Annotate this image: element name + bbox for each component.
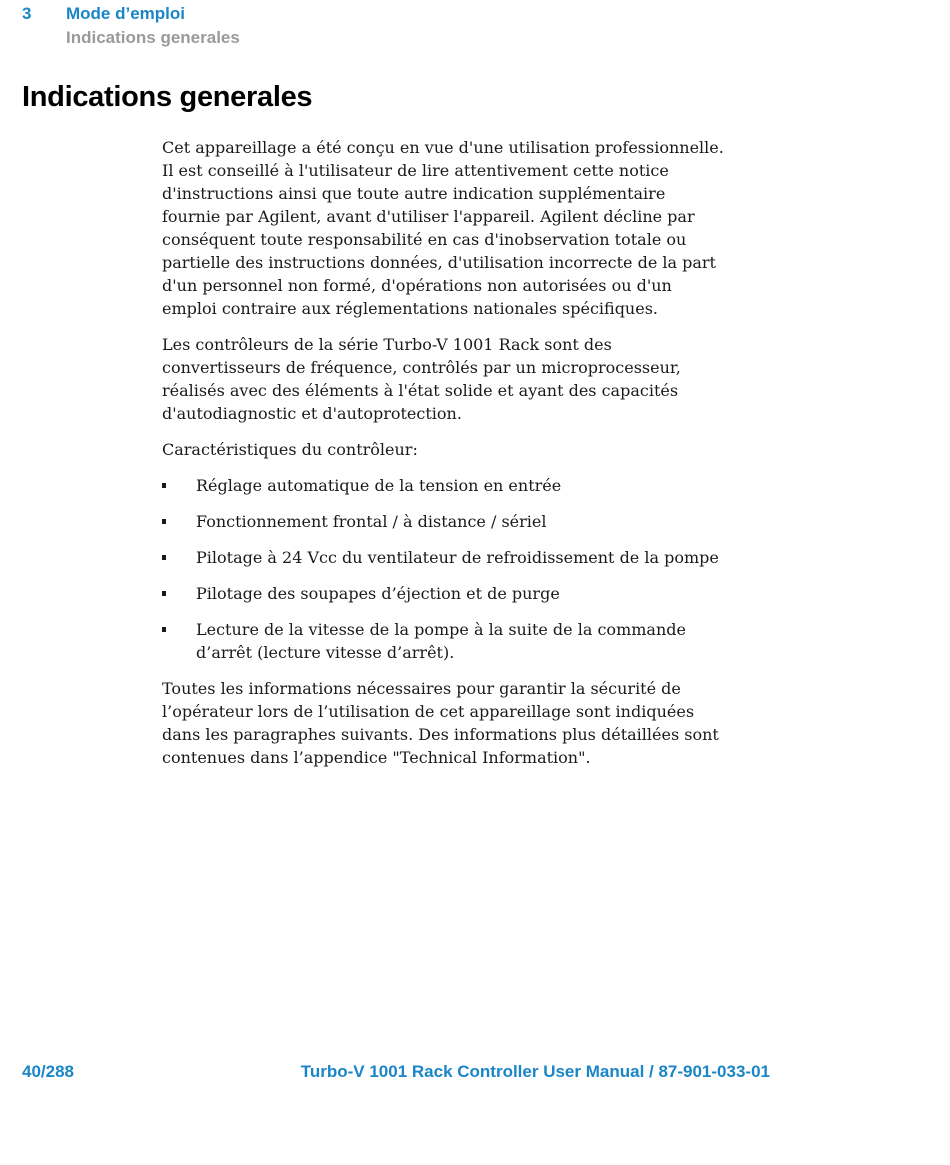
page-number: 40/288 (22, 1062, 74, 1081)
chapter-number: 3 (22, 4, 32, 23)
list-item-text: Pilotage à 24 Vcc du ventilateur de refroidissement de la pompe (196, 548, 719, 567)
bullet-icon (162, 519, 166, 524)
list-item-text: Fonctionnement frontal / à distance / sériel (196, 512, 547, 531)
features-heading: Caractéristiques du contrôleur: (162, 440, 418, 459)
list-item (162, 582, 782, 605)
list-item-text: Réglage automatique de la tension en entrée (196, 476, 562, 495)
description-paragraph: Les contrôleurs de la série Turbo-V 1001 Rack sont des convertisseurs de fréquence, contrôlés par un microprocesseur, réalisés avec des éléments à l'état solide et ayant des capacités d'autodiagnostic et d'autoprotection. (162, 335, 681, 423)
intro-paragraph: Cet appareillage a été conçu en vue d'une utilisation professionnelle. Il est conseillé à l'utilisateur de lire attentivement cette notice d'instructions ainsi que toute autre indication supplémentaire fournie par Agilent, avant d'utiliser l'appareil. Agilent décline par conséquent toute responsabilité en cas d'inobservation totale ou partielle des instructions données, d'utilisation incorrecte de la part d'un personnel non formé, d'opérations non autorisées ou d'un emploi contraire aux réglementations nationales spécifiques. (162, 138, 724, 318)
list-item (162, 618, 782, 664)
bullet-icon (162, 627, 166, 632)
page-title: Indications generales (22, 81, 313, 113)
feature-list (162, 474, 782, 664)
chapter-title: Mode d’emploi (66, 4, 185, 23)
manual-title: Turbo-V 1001 Rack Controller User Manual / 87-901-033-01 (300, 1062, 770, 1081)
section-title: Indications generales (66, 28, 240, 47)
bullet-icon (162, 483, 166, 488)
chapter-line (22, 2, 240, 26)
list-item (162, 546, 782, 569)
list-item (162, 510, 782, 533)
bullet-icon (162, 591, 166, 596)
list-item-text: Pilotage des soupapes d’éjection et de purge (196, 584, 560, 603)
bullet-icon (162, 555, 166, 560)
running-header (22, 2, 240, 50)
body-content (162, 136, 782, 782)
list-item (162, 474, 782, 497)
safety-paragraph: Toutes les informations nécessaires pour garantir la sécurité de l’opérateur lors de l’utilisation de cet appareillage sont indiquées dans les paragraphes suivants. Des informations plus détaillées sont contenues dans l’appendice "Technical Information". (162, 679, 719, 767)
list-item-text: Lecture de la vitesse de la pompe à la suite de la commande d’arrêt (lecture vitesse d’arrêt). (196, 620, 686, 662)
